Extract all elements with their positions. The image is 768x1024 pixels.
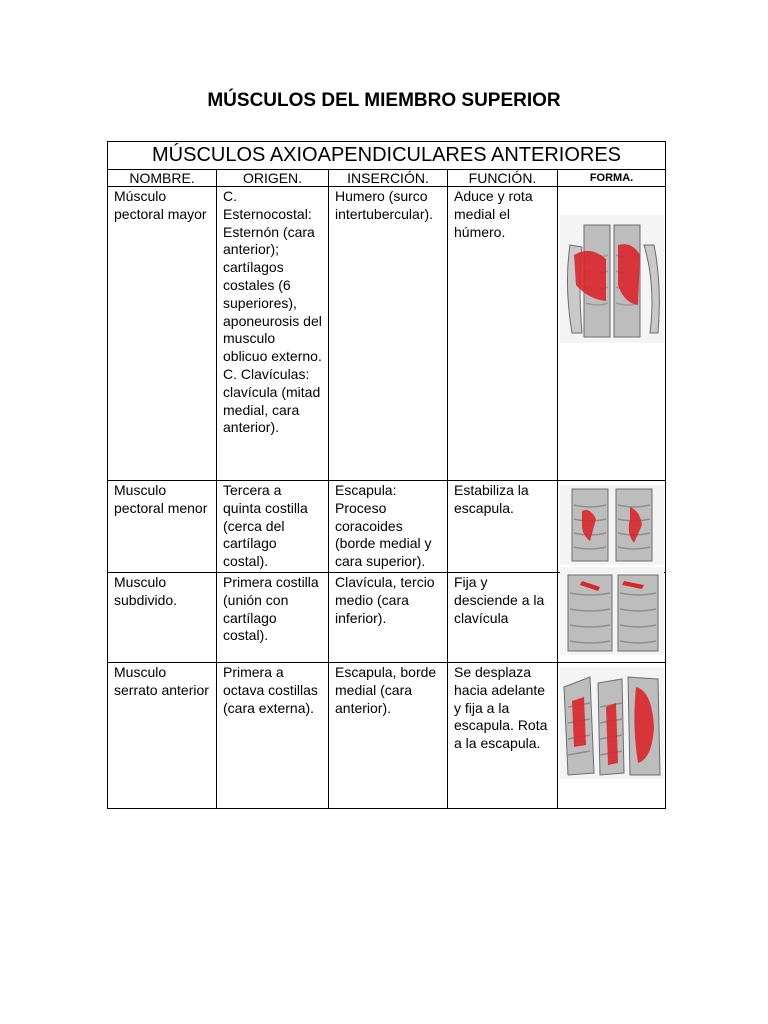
cell-nombre: Musculo serrato anterior <box>108 662 217 808</box>
serrato-anterior-illustration <box>560 667 663 779</box>
pectoral-menor-illustration <box>560 485 663 565</box>
muscles-table <box>107 141 666 809</box>
header-origen: ORIGEN. <box>217 170 329 187</box>
table-row <box>108 662 666 808</box>
cell-origen: Tercera a quinta costilla (cerca del cartílago costal). <box>217 481 329 573</box>
cell-insercion: Escapula, borde medial (cara anterior). <box>329 662 448 808</box>
header-insercion: INSERCIÓN. <box>329 170 448 187</box>
cell-nombre: Musculo subdivido. <box>108 572 217 662</box>
cell-origen: C. Esternocostal: Esternón (cara anterior); cartílagos costales (6 superiores), aponeurosis del musculo oblicuo externo. C. Clavículas: clavícula (mitad medial, cara anterior). <box>217 187 329 481</box>
cell-funcion: Estabiliza la escapula. <box>448 481 558 573</box>
cell-forma <box>558 662 666 808</box>
table-row <box>108 187 666 481</box>
subclavio-illustration <box>560 567 663 655</box>
page-title: MÚSCULOS DEL MIEMBRO SUPERIOR <box>207 90 561 111</box>
cell-funcion: Fija y desciende a la clavícula <box>448 572 558 662</box>
cell-insercion: Clavícula, tercio medio (cara inferior). <box>329 572 448 662</box>
cell-nombre: Musculo pectoral menor <box>108 481 217 573</box>
cell-funcion: Se desplaza hacia adelante y fija a la escapula. Rota a la escapula. <box>448 662 558 808</box>
header-nombre: NOMBRE. <box>108 170 217 187</box>
cell-forma <box>558 481 666 573</box>
cell-insercion: Humero (surco intertubercular). <box>329 187 448 481</box>
table-row <box>108 572 666 662</box>
header-funcion: FUNCIÓN. <box>448 170 558 187</box>
cell-origen: Primera costilla (unión con cartílago costal). <box>217 572 329 662</box>
table-title: MÚSCULOS AXIOAPENDICULARES ANTERIORES <box>108 142 666 170</box>
header-forma: FORMA. <box>558 170 666 187</box>
pectoral-mayor-illustration <box>560 215 663 343</box>
cell-funcion: Aduce y rota medial el húmero. <box>448 187 558 481</box>
table-row <box>108 481 666 573</box>
cell-origen: Primera a octava costillas (cara externa). <box>217 662 329 808</box>
cell-nombre: Músculo pectoral mayor <box>108 187 217 481</box>
cell-forma <box>558 572 666 662</box>
cell-forma <box>558 187 666 481</box>
cell-insercion: Escapula: Proceso coracoides (borde medial y cara superior). <box>329 481 448 573</box>
